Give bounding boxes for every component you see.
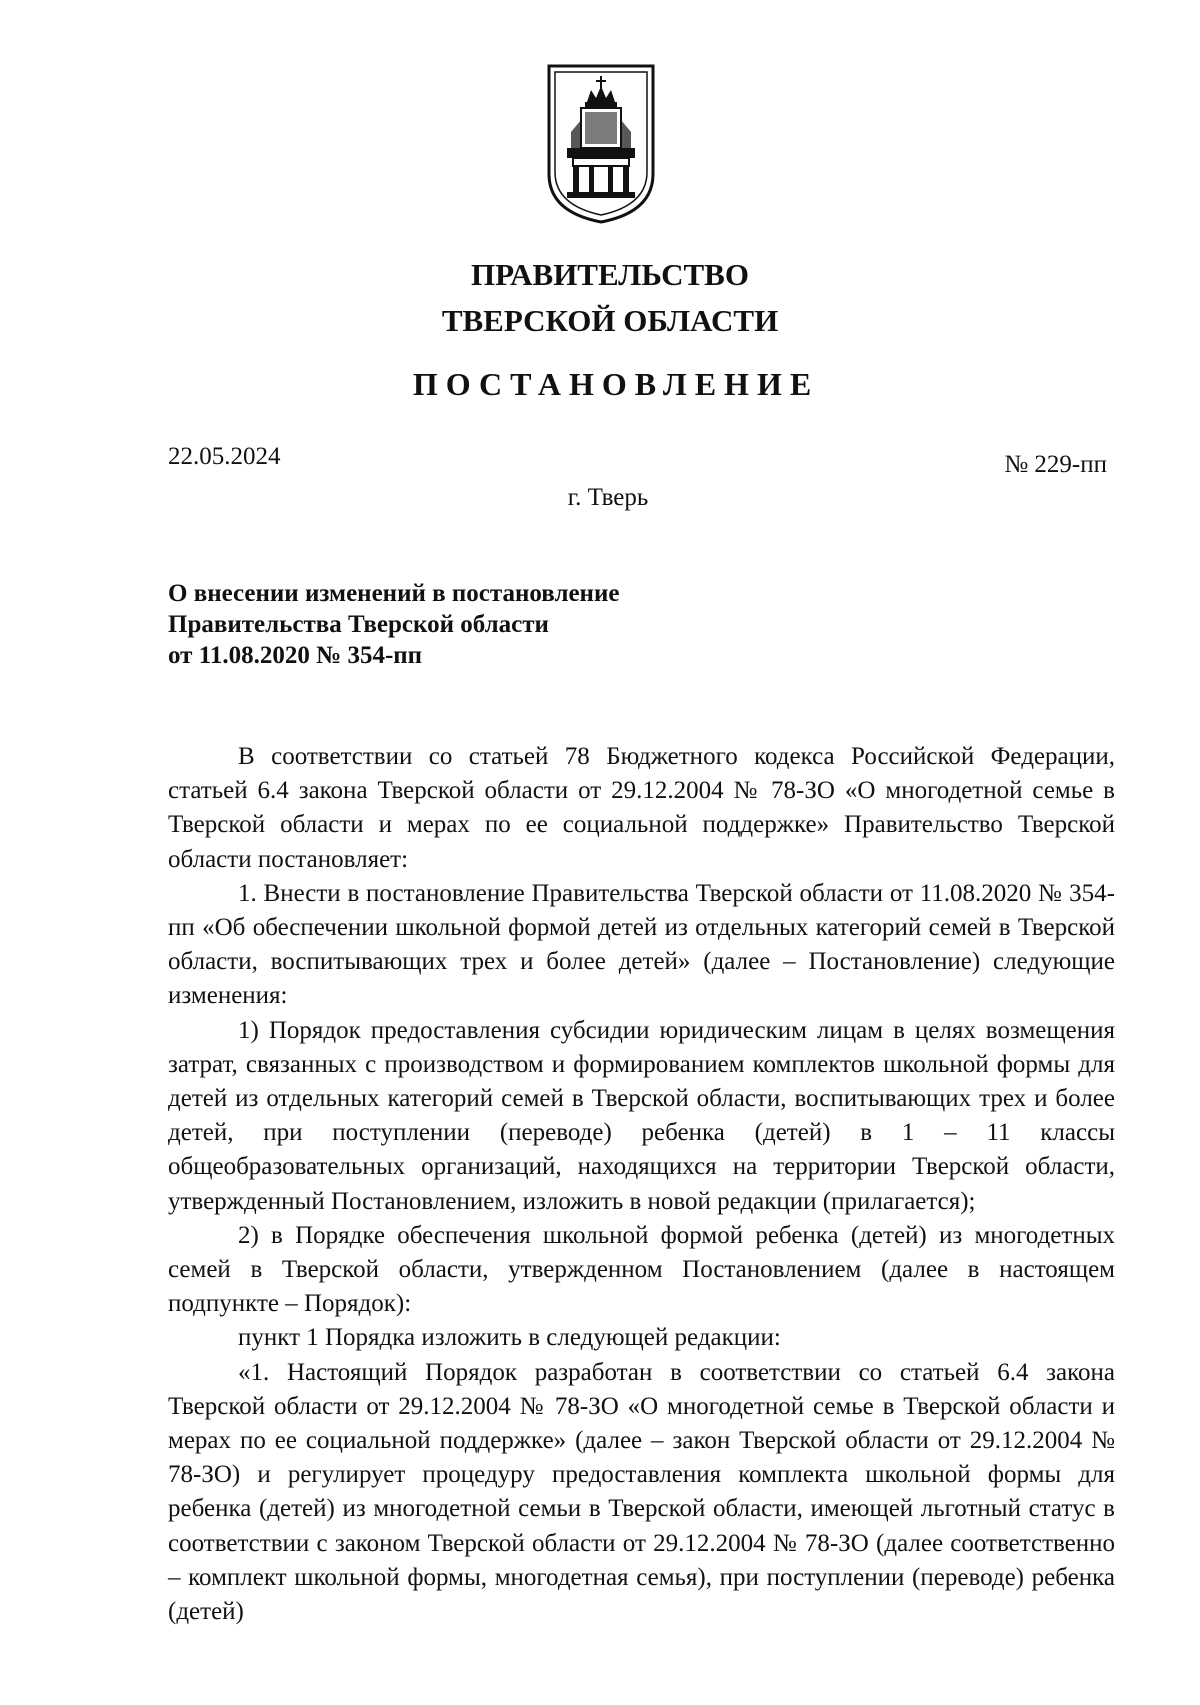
body-paragraph-clause: пункт 1 Порядка изложить в следующей редакции:: [238, 1324, 781, 1352]
organization-name-line-2: ТВЕРСКОЙ ОБЛАСТИ: [441, 303, 779, 338]
document-city: г. Тверь: [567, 484, 649, 511]
subject-line-3: от 11.08.2020 № 354-пп: [168, 642, 423, 669]
document-subject: [168, 578, 619, 671]
body-paragraph-new-text: «1. Настоящий Порядок разработан в соответствии со статьей 6.4 закона Тверской области от 29.12.2004 № 78-ЗО «О многодетной семье в Тверской области и мерах по ее социальной поддержке» (далее – закон Тверской области от 29.12.2004 № 78-ЗО) и регулирует процедуру предоставления комплекта школьной формы для ребенка (детей) из многодетной семьи в Тверской области, имеющей льготный статус в соответствии с законом Тверской области от 29.12.2004 № 78-ЗО (далее соответственно – комплект школьной формы, многодетная семья), при поступлении (переводе) ребенка (детей): [168, 1358, 1115, 1626]
subject-line-1: О внесении изменений в постановление: [168, 580, 620, 607]
subject-line-2: Правительства Тверской области: [168, 611, 549, 638]
body-paragraph-item-1: 1. Внести в постановление Правительства Тверской области от 11.08.2020 № 354-пп «Об обеспечении школьной формой детей из отдельных категорий семей в Тверской области, воспитывающих трех и более детей» (далее – Постановление) следующие изменения:: [168, 879, 1115, 1010]
organization-name-line-1: ПРАВИТЕЛЬСТВО: [471, 257, 749, 292]
document-number: № 229-пп: [1004, 451, 1107, 478]
body-paragraph-preamble: В соответствии со статьей 78 Бюджетного кодекса Российской Федерации, статьей 6.4 закона Тверской области от 29.12.2004 № 78-ЗО «О многодетной семье в Тверской области и мерах по ее социальной поддержке» Правительство Тверской области постановляет:: [168, 743, 1115, 873]
body-paragraph-subitem-1: 1) Порядок предоставления субсидии юридическим лицам в целях возмещения затрат, связанных с производством и формированием комплектов школьной формы для детей из отдельных категорий семей в Тверской области, воспитывающих трех и более детей, при поступлении (переводе) ребенка (детей) в 1 – 11 классы общеобразовательных организаций, находящихся на территории Тверской области, утвержденный Постановлением, изложить в новой редакции (прилагается);: [168, 1016, 1115, 1215]
organization-name: [0, 252, 1200, 344]
document-body: [168, 740, 1115, 1629]
body-paragraph-subitem-2: 2) в Порядке обеспечения школьной формой ребенка (детей) из многодетных семей в Тверской области, утвержденном Постановлением (далее в настоящем подпункте – Порядок):: [168, 1221, 1115, 1318]
document-type: ПОСТАНОВЛЕНИЕ: [412, 366, 820, 402]
coat-of-arms-emblem: [543, 62, 659, 224]
document-date: 22.05.2024: [168, 443, 281, 470]
